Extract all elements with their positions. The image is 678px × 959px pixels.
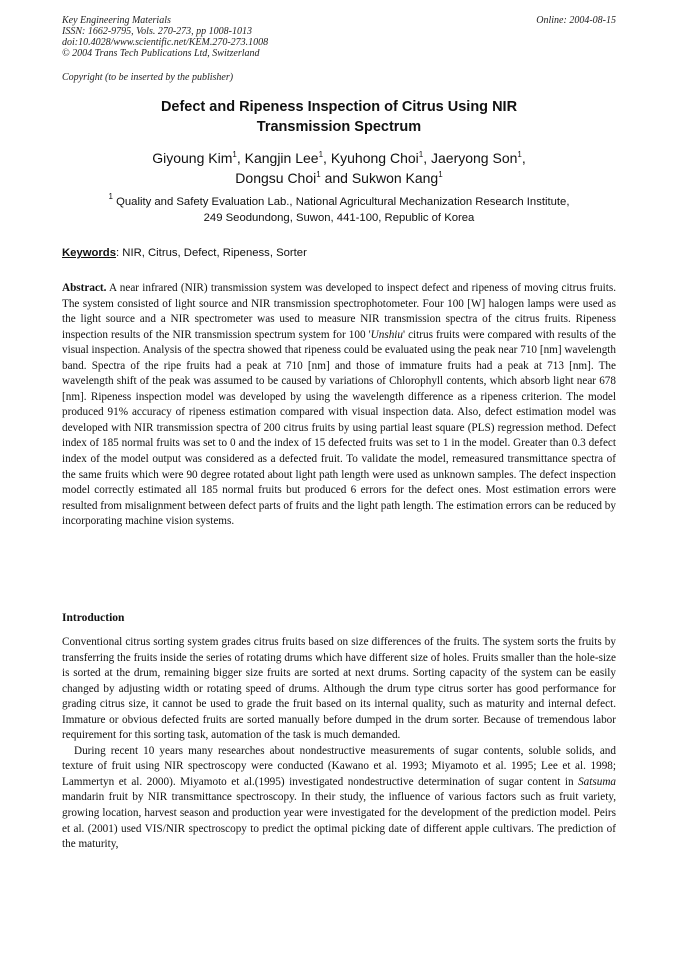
title-line-1: Defect and Ripeness Inspection of Citrus Using NIR <box>160 99 518 115</box>
copyright-note: Copyright (to be inserted by the publisher) <box>62 72 234 83</box>
author-separator: , <box>323 150 331 166</box>
doi-line: doi:10.4028/www.scientific.net/KEM.270-273.1008 <box>62 37 269 48</box>
affiliation-mark: 1 <box>418 150 424 159</box>
author-name: Kyuhong Choi <box>330 150 419 166</box>
author-separator: , <box>423 150 431 166</box>
affiliation <box>62 194 616 226</box>
affiliation-mark: 1 <box>517 150 522 159</box>
author-name: Jaeryong Son <box>431 150 518 166</box>
introduction-paragraph-2a: During recent 10 years many researches about nondestructive measurements of sugar contents, soluble solids, and texture of fruit using NIR spectroscopy were conducted (Kawano et al. 1993; Miyamoto et al. 1995; Lee et al. 1998; Lammertyn et al. 2000). Miyamoto et al.(1995) investigated nondestructive determination of sugar content in <box>62 744 616 788</box>
affiliation-mark: 1 <box>438 170 443 179</box>
introduction-paragraph-2 <box>62 744 616 853</box>
abstract-variety: Unshiu <box>370 328 403 341</box>
introduction-paragraph-1: Conventional citrus sorting system grades citrus fruits based on size differences of the fruits. The system sorts the fruits by transferring the fruits inside the series of rotating drums which have different size of holes. Fruits smaller than the hole-size is sorted at the drum, remaining bigger size fruits are sorted at next drums. Sorting capacity of the system can be easily changed by adjusting width or rotating speed of drums. Although the drum type citrus sorter has good performance for grading citrus size, it cannot be used to grade the fruit based on its internal quality, such as maturity and internal defect. Immature or obvious defected fruits are sorted manually before dumped in the drum sorter. Because of tremendous labor requirement for this sorting task, automation of the task is much demanded. <box>62 636 616 742</box>
author-separator: , <box>521 150 526 166</box>
introduction-satsuma: Satsuma <box>578 775 616 788</box>
authors-line-2 <box>62 168 616 188</box>
introduction-paragraph-2b: mandarin fruit by NIR transmittance spectroscopy. In their study, the influence of various factors such as fruit variety, growing location, harvest season and production year were investigated for the development of the prediction model. Peirs et al. (2001) used VIS/NIR spectroscopy to predict the optimal picking date of different apple cultivars. The prediction of the maturity, <box>62 791 616 851</box>
introduction-body <box>62 635 616 853</box>
journal-header <box>62 15 616 59</box>
author-name: Kangjin Lee <box>244 150 319 166</box>
abstract-text-2: ' citrus fruits were compared with results of the visual inspection. Analysis of the spectra showed that ripeness could be evaluated using the peak near 710 [nm] wavelength band. Spectra of the ripe fruits had a peak at 710 [nm] and those of immature fruits had a peak at 713 [nm]. The wavelength shift of the peak was assumed to be caused by variations of Chlorophyll contents, which absorb light near 678 [nm]. Ripeness inspection model was developed by using the wavelength difference as a ripeness criterion. The model produced 91% accuracy of ripeness estimation compared with visual inspection data. Also, defect estimation model was developed with NIR transmission spectra of 200 citrus fruits by using partial least square (PLS) regression method. Defect index of 185 normal fruits was set to 0 and the index of 15 defected fruits was set to 1 in the model. Greater than 0.3 defect index of the model output was considered as a defected fruit. To validate the model, remeasured transmittance spectra of the same fruits which were 90 degree rotated about light path length were used as unknown samples. The defect inspection model correctly estimated all 185 normal fruits but produced 6 errors for the defect ones. Most estimation errors were resulted from misalignment between defect parts of fruits and the light path length. The estimation errors can be reduced by incorporating machine vision systems. <box>62 328 616 528</box>
affiliation-line-2: 249 Seodundong, Suwon, 441-100, Republic of Korea <box>203 212 475 224</box>
affiliation-mark: 1 <box>232 150 237 159</box>
online-date: Online: 2004-08-15 <box>536 15 616 26</box>
author-name: Giyoung Kim <box>152 150 233 166</box>
abstract-text-1: A near infrared (NIR) transmission system was developed to inspect defect and ripeness of moving citrus fruits. The system consisted of light source and NIR transmission spectrophotometer. Four 100 [W] halogen lamps were used as the light source and a NIR spectrometer was used to measure NIR transmission spectra of the citrus fruits. Ripeness inspection results of the NIR transmission spectrum system for 100 ' <box>62 282 616 341</box>
author-name: Dongsu Choi <box>235 170 317 186</box>
affiliation-line-1 <box>62 194 616 210</box>
author-conjunction: and <box>320 170 352 186</box>
paper-title <box>62 97 616 137</box>
authors-line-1 <box>62 148 616 168</box>
abstract <box>62 281 616 530</box>
keywords-label: Keywords <box>62 247 116 259</box>
keywords <box>62 245 616 261</box>
issn-line: ISSN: 1662-9795, Vols. 270-273, pp 1008-1013 <box>62 26 252 37</box>
author-separator: , <box>236 150 245 166</box>
journal-name: Key Engineering Materials <box>62 15 171 26</box>
publisher-line: © 2004 Trans Tech Publications Ltd, Switzerland <box>62 48 260 59</box>
keywords-text: NIR, Citrus, Defect, Ripeness, Sorter <box>122 247 307 259</box>
author-list <box>62 148 616 188</box>
affiliation-number: 1 <box>108 192 113 201</box>
affiliation-text-1: Quality and Safety Evaluation Lab., National Agricultural Mechanization Research Institute, <box>116 196 570 208</box>
affiliation-mark: 1 <box>316 170 321 179</box>
keywords-colon: : <box>116 247 123 259</box>
author-name: Sukwon Kang <box>351 170 439 186</box>
abstract-label: Abstract. <box>62 282 107 294</box>
title-line-2: Transmission Spectrum <box>256 119 422 135</box>
section-heading-introduction: Introduction <box>62 612 125 624</box>
affiliation-mark: 1 <box>318 150 324 159</box>
